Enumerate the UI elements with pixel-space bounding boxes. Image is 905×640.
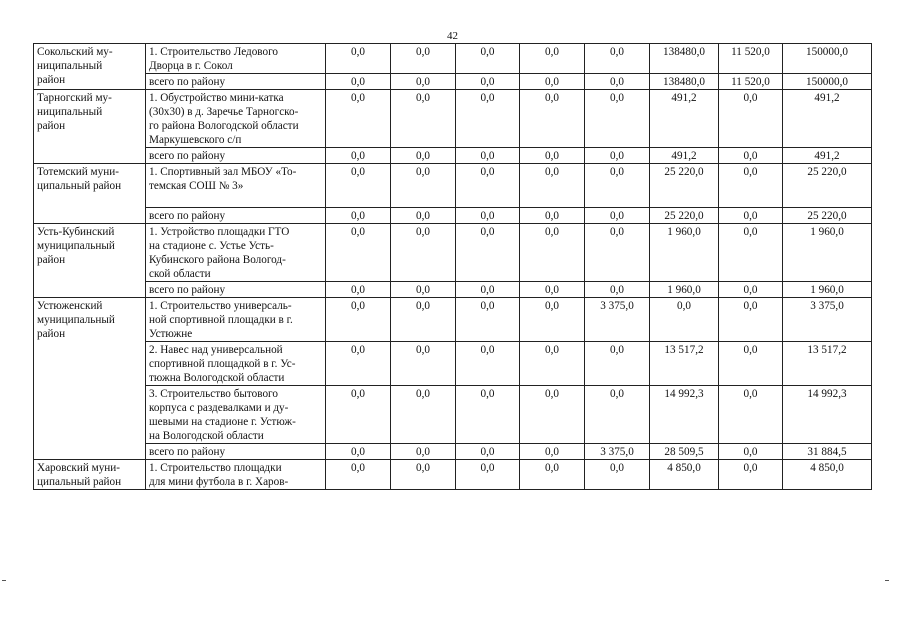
value-cell: 25 220,0 [650, 164, 719, 208]
total-row [34, 208, 872, 224]
value-cell: 0,0 [650, 298, 719, 342]
value-cell: 0,0 [520, 148, 585, 164]
value-cell: 0,0 [719, 460, 783, 490]
value-cell: 0,0 [456, 148, 520, 164]
value-cell: 0,0 [585, 164, 650, 208]
total-label: всего по району [146, 148, 326, 164]
value-cell: 28 509,5 [650, 444, 719, 460]
value-cell: 0,0 [520, 224, 585, 282]
value-cell: 0,0 [719, 164, 783, 208]
value-cell: 0,0 [326, 164, 391, 208]
value-cell: 11 520,0 [719, 44, 783, 74]
value-cell: 0,0 [719, 386, 783, 444]
table-row [34, 460, 872, 490]
value-cell: 0,0 [585, 74, 650, 90]
value-cell: 13 517,2 [783, 342, 872, 386]
value-cell: 13 517,2 [650, 342, 719, 386]
value-cell: 0,0 [719, 298, 783, 342]
value-cell: 0,0 [456, 208, 520, 224]
district-name: Усть-Кубинский муниципальный район [34, 224, 146, 298]
value-cell: 0,0 [585, 148, 650, 164]
value-cell: 491,2 [783, 148, 872, 164]
total-label: всего по району [146, 74, 326, 90]
value-cell: 25 220,0 [783, 208, 872, 224]
district-name: Тарногский му- ниципальный район [34, 90, 146, 164]
value-cell: 0,0 [719, 444, 783, 460]
value-cell: 31 884,5 [783, 444, 872, 460]
table-row [34, 342, 872, 386]
value-cell: 0,0 [719, 208, 783, 224]
value-cell: 0,0 [391, 90, 456, 148]
value-cell: 0,0 [456, 444, 520, 460]
value-cell: 0,0 [456, 90, 520, 148]
value-cell: 0,0 [585, 44, 650, 74]
value-cell: 1 960,0 [783, 224, 872, 282]
value-cell: 0,0 [520, 90, 585, 148]
value-cell: 0,0 [326, 148, 391, 164]
value-cell: 491,2 [650, 90, 719, 148]
value-cell: 0,0 [520, 74, 585, 90]
value-cell: 14 992,3 [650, 386, 719, 444]
total-row [34, 148, 872, 164]
total-label: всего по району [146, 208, 326, 224]
value-cell: 150000,0 [783, 44, 872, 74]
value-cell: 0,0 [520, 444, 585, 460]
value-cell: 0,0 [585, 208, 650, 224]
total-label: всего по району [146, 444, 326, 460]
value-cell: 0,0 [391, 148, 456, 164]
value-cell: 0,0 [391, 164, 456, 208]
total-label: всего по району [146, 282, 326, 298]
value-cell: 0,0 [326, 342, 391, 386]
value-cell: 138480,0 [650, 44, 719, 74]
value-cell: 138480,0 [650, 74, 719, 90]
district-name: Сокольский му- ниципальный район [34, 44, 146, 90]
value-cell: 0,0 [456, 282, 520, 298]
value-cell: 3 375,0 [783, 298, 872, 342]
value-cell: 0,0 [326, 282, 391, 298]
value-cell: 0,0 [520, 298, 585, 342]
value-cell: 0,0 [520, 342, 585, 386]
value-cell: 0,0 [391, 74, 456, 90]
table-row [34, 90, 872, 148]
table-row [34, 298, 872, 342]
value-cell: 0,0 [520, 44, 585, 74]
value-cell: 0,0 [456, 298, 520, 342]
table-body [34, 44, 872, 490]
value-cell: 0,0 [326, 460, 391, 490]
value-cell: 0,0 [585, 342, 650, 386]
value-cell: 0,0 [456, 44, 520, 74]
value-cell: 1 960,0 [650, 282, 719, 298]
value-cell: 0,0 [326, 74, 391, 90]
total-row [34, 74, 872, 90]
district-name: Харовский муни- ципальный район [34, 460, 146, 490]
value-cell: 0,0 [326, 208, 391, 224]
page-number: 42 [447, 30, 458, 42]
value-cell: 0,0 [391, 460, 456, 490]
value-cell: 0,0 [585, 224, 650, 282]
value-cell: 0,0 [456, 342, 520, 386]
value-cell: 0,0 [585, 90, 650, 148]
value-cell: 14 992,3 [783, 386, 872, 444]
project-name: 1. Строительство универсаль- ной спортивной площадки в г. Устюжне [146, 298, 326, 342]
value-cell: 0,0 [391, 386, 456, 444]
value-cell: 0,0 [520, 282, 585, 298]
total-row [34, 282, 872, 298]
value-cell: 0,0 [326, 90, 391, 148]
value-cell: 0,0 [719, 282, 783, 298]
project-name: 1. Устройство площадки ГТО на стадионе с. Устье Усть- Кубинского района Вологод- ской области [146, 224, 326, 282]
value-cell: 0,0 [326, 386, 391, 444]
value-cell: 0,0 [391, 44, 456, 74]
value-cell: 0,0 [520, 164, 585, 208]
value-cell: 0,0 [456, 164, 520, 208]
value-cell: 1 960,0 [783, 282, 872, 298]
value-cell: 0,0 [391, 444, 456, 460]
value-cell: 0,0 [391, 208, 456, 224]
value-cell: 0,0 [391, 282, 456, 298]
total-row [34, 444, 872, 460]
value-cell: 0,0 [456, 224, 520, 282]
margin-mark [885, 580, 889, 581]
value-cell: 0,0 [719, 148, 783, 164]
value-cell: 150000,0 [783, 74, 872, 90]
value-cell: 1 960,0 [650, 224, 719, 282]
district-name: Устюженский муниципальный район [34, 298, 146, 460]
project-name: 2. Навес над универсальной спортивной площадкой в г. Ус- тюжна Вологодской области [146, 342, 326, 386]
table-row [34, 44, 872, 74]
value-cell: 0,0 [520, 386, 585, 444]
value-cell: 0,0 [456, 386, 520, 444]
value-cell: 0,0 [719, 342, 783, 386]
value-cell: 4 850,0 [650, 460, 719, 490]
value-cell: 0,0 [326, 444, 391, 460]
value-cell: 3 375,0 [585, 444, 650, 460]
table-row [34, 224, 872, 282]
value-cell: 0,0 [585, 460, 650, 490]
value-cell: 0,0 [585, 386, 650, 444]
margin-mark [2, 580, 6, 581]
value-cell: 0,0 [520, 208, 585, 224]
project-name: 1. Спортивный зал МБОУ «То- темская СОШ № 3» [146, 164, 326, 208]
value-cell: 3 375,0 [585, 298, 650, 342]
value-cell: 0,0 [719, 90, 783, 148]
value-cell: 0,0 [326, 44, 391, 74]
value-cell: 25 220,0 [783, 164, 872, 208]
value-cell: 25 220,0 [650, 208, 719, 224]
value-cell: 0,0 [719, 224, 783, 282]
value-cell: 11 520,0 [719, 74, 783, 90]
value-cell: 4 850,0 [783, 460, 872, 490]
value-cell: 491,2 [650, 148, 719, 164]
value-cell: 0,0 [391, 298, 456, 342]
project-name: 1. Строительство Ледового Дворца в г. Сокол [146, 44, 326, 74]
value-cell: 0,0 [585, 282, 650, 298]
value-cell: 0,0 [391, 342, 456, 386]
table-row [34, 386, 872, 444]
project-name: 1. Обустройство мини-катка (30х30) в д. Заречье Тарногско- го района Вологодской области Маркушевского с/п [146, 90, 326, 148]
value-cell: 491,2 [783, 90, 872, 148]
value-cell: 0,0 [326, 224, 391, 282]
value-cell: 0,0 [456, 74, 520, 90]
value-cell: 0,0 [520, 460, 585, 490]
project-name: 1. Строительство площадки для мини футбола в г. Харов- [146, 460, 326, 490]
district-name: Тотемский муни- ципальный район [34, 164, 146, 224]
value-cell: 0,0 [326, 298, 391, 342]
project-name: 3. Строительство бытового корпуса с раздевалками и ду- шевыми на стадионе г. Устюж- на Вологодской области [146, 386, 326, 444]
budget-table [33, 43, 872, 490]
value-cell: 0,0 [456, 460, 520, 490]
table-row [34, 164, 872, 208]
value-cell: 0,0 [391, 224, 456, 282]
